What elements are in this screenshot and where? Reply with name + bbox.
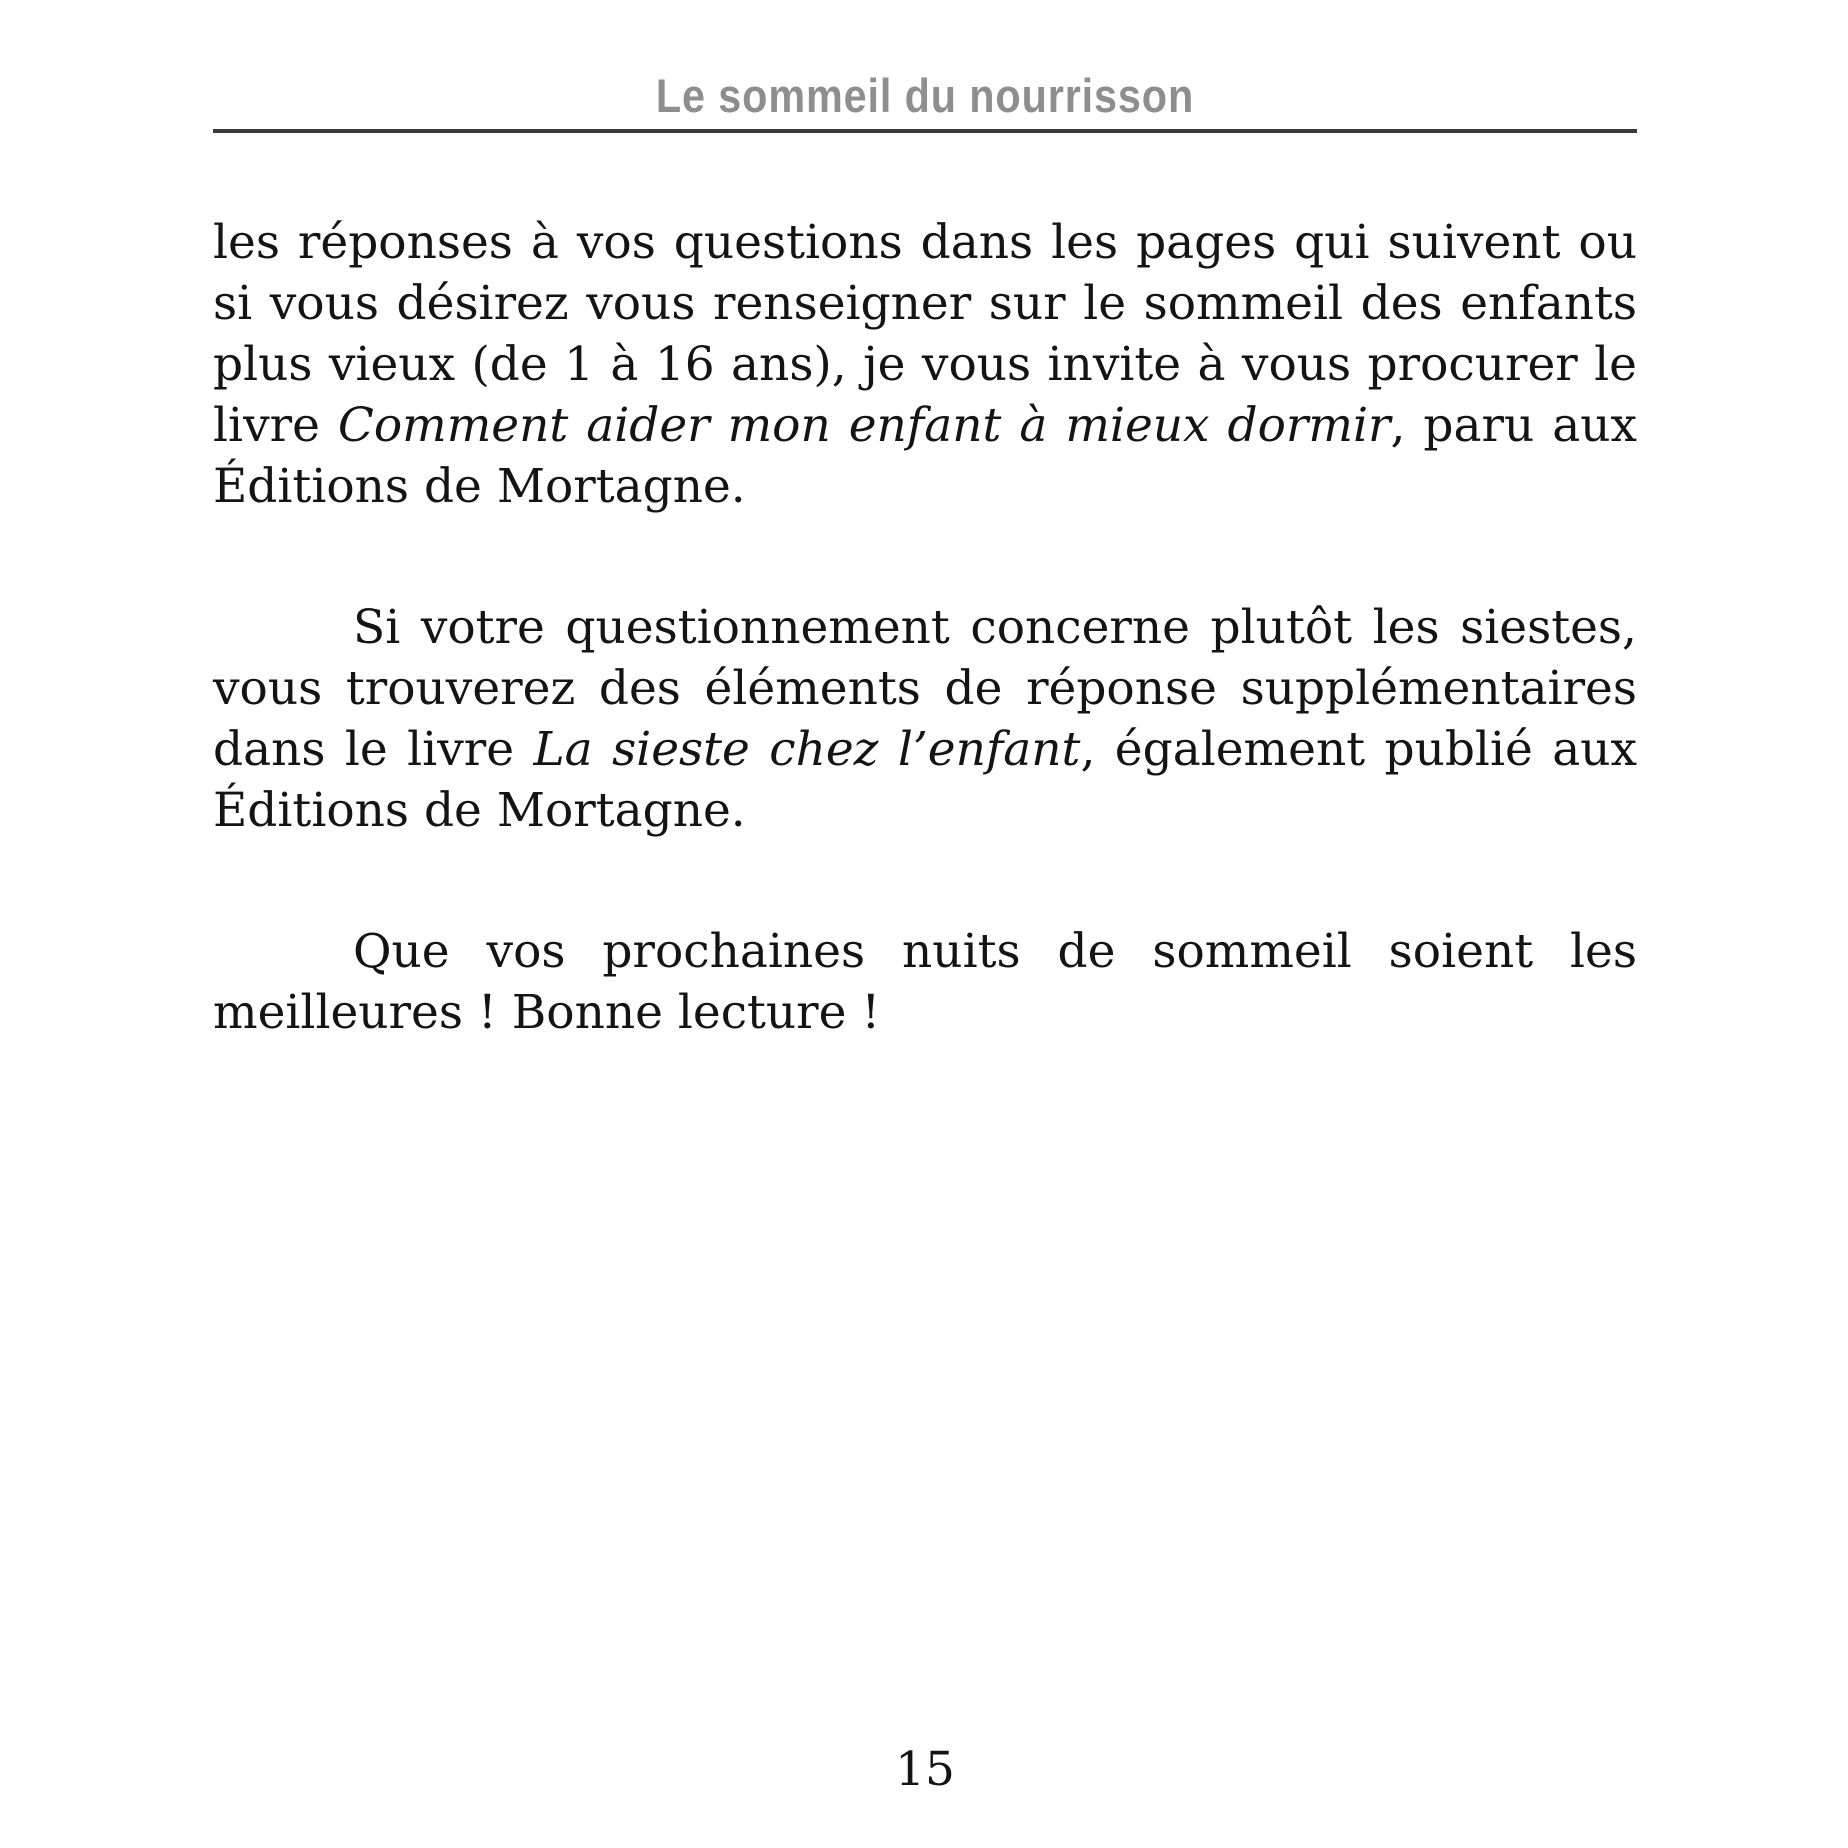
paragraph-3 (213, 921, 1637, 1043)
running-header-title: Le sommeil du nourrisson (655, 69, 1195, 122)
book-title-italic: La sieste chez l’enfant (533, 722, 1081, 777)
page-header (213, 70, 1637, 133)
text-segment: , paru aux Éditions de Mortagne. (213, 398, 1637, 514)
page-number: 15 (895, 1742, 955, 1797)
page-body (213, 212, 1637, 1123)
paragraph-2 (213, 597, 1637, 841)
book-title-italic: Comment aider mon enfant à mieux dormir (337, 398, 1391, 453)
text-segment: Si votre questionnement concerne plutôt les siestes, vous trouverez des éléments de réponse supplémentaires dans le livre (213, 600, 1637, 777)
text-segment: Que vos prochaines nuits de sommeil soient les meilleures ! Bonne lecture ! (213, 924, 1637, 1040)
paragraph-1 (213, 212, 1637, 517)
header-rule (213, 129, 1637, 133)
text-segment: , également publié aux Éditions de Mortagne. (213, 722, 1638, 838)
text-segment: les réponses à vos questions dans les pages qui suivent ou si vous désirez vous renseigner sur le sommeil des enfants plus vieux (de 1 à 16 ans), je vous invite à vous procurer le livre (213, 215, 1637, 453)
